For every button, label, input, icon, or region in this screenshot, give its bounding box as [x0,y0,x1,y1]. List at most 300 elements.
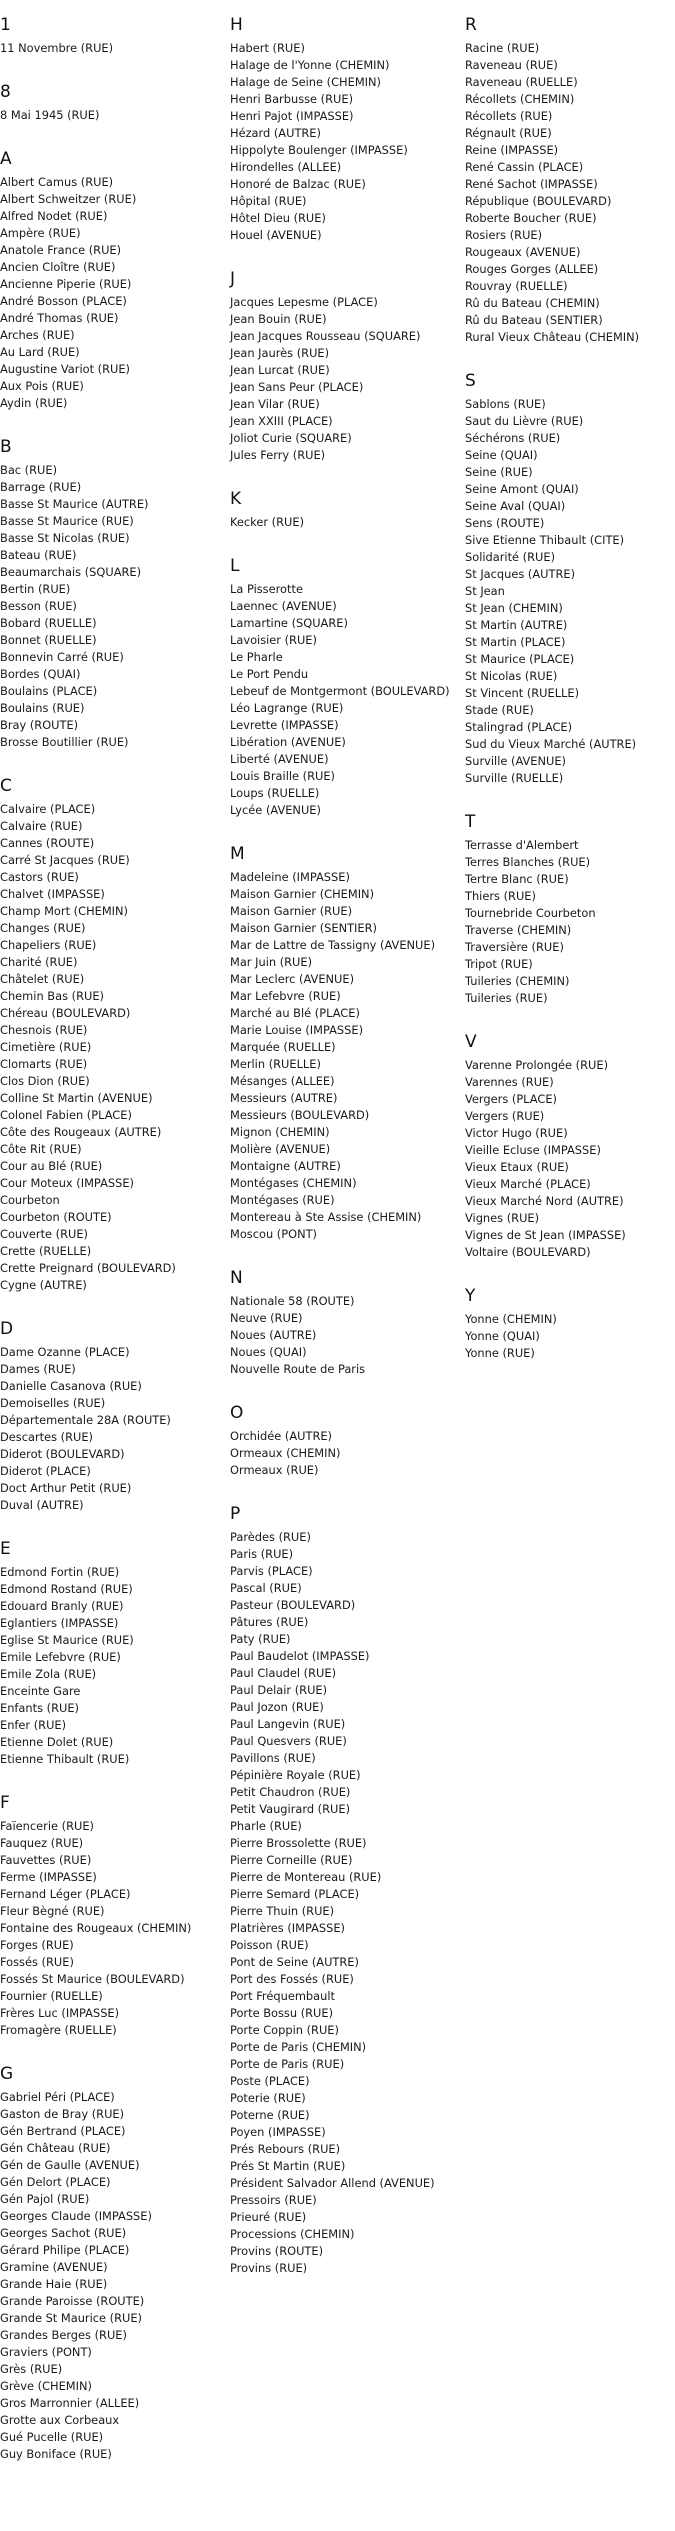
street-entry[interactable]: Vignes (RUE) [465,1211,540,1225]
street-entry[interactable]: Grotte aux Corbeaux [0,2413,120,2427]
street-entry[interactable]: Forges (RUE) [0,1938,74,1952]
street-entry[interactable]: St Jean (CHEMIN) [465,601,563,615]
street-entry[interactable]: Lebeuf de Montgermont (BOULEVARD) [230,684,450,698]
street-entry[interactable]: 11 Novembre (RUE) [0,41,114,55]
street-entry[interactable]: St Vincent (RUELLE) [465,686,580,700]
street-entry[interactable]: Gabriel Péri (PLACE) [0,2090,115,2104]
street-entry[interactable]: Vergers (RUE) [465,1109,545,1123]
street-entry[interactable]: Grande St Maurice (RUE) [0,2311,142,2325]
street-entry[interactable]: André Bosson (PLACE) [0,294,127,308]
street-entry[interactable]: Terres Blanches (RUE) [465,855,591,869]
street-entry[interactable]: Doct Arthur Petit (RUE) [0,1481,132,1495]
street-entry[interactable]: Stalingrad (PLACE) [465,720,573,734]
street-entry[interactable]: Carré St Jacques (RUE) [0,853,130,867]
street-entry[interactable]: Fossés (RUE) [0,1955,74,1969]
street-entry[interactable]: Parvis (PLACE) [230,1564,313,1578]
street-entry[interactable]: Georges Claude (IMPASSE) [0,2209,152,2223]
street-entry[interactable]: Maison Garnier (CHEMIN) [230,887,375,901]
street-entry[interactable]: Castors (RUE) [0,870,79,884]
street-entry[interactable]: Clomarts (RUE) [0,1057,88,1071]
street-entry[interactable]: Bac (RUE) [0,463,58,477]
street-entry[interactable]: Etienne Thibault (RUE) [0,1752,130,1766]
street-entry[interactable]: Faïencerie (RUE) [0,1819,94,1833]
street-entry[interactable]: Basse St Maurice (RUE) [0,514,134,528]
street-entry[interactable]: Port Fréquembault [230,1989,335,2003]
street-entry[interactable]: Enceinte Gare [0,1684,81,1698]
street-entry[interactable]: Chemin Bas (RUE) [0,989,104,1003]
street-entry[interactable]: Seine (RUE) [465,465,533,479]
street-entry[interactable]: Séchérons (RUE) [465,431,561,445]
street-entry[interactable]: Pâtures (RUE) [230,1615,309,1629]
street-entry[interactable]: René Cassin (PLACE) [465,160,584,174]
street-entry[interactable]: Boulains (RUE) [0,701,85,715]
street-entry[interactable]: Gérard Philipe (PLACE) [0,2243,130,2257]
street-entry[interactable]: Chapeliers (RUE) [0,938,97,952]
street-entry[interactable]: St Jean [465,584,505,598]
street-entry[interactable]: Couverte (RUE) [0,1227,89,1241]
street-entry[interactable]: St Jacques (AUTRE) [465,567,576,581]
street-entry[interactable]: Porte de Paris (CHEMIN) [230,2040,367,2054]
street-entry[interactable]: Molière (AVENUE) [230,1142,331,1156]
street-entry[interactable]: Barrage (RUE) [0,480,82,494]
street-entry[interactable]: Noues (QUAI) [230,1345,307,1359]
street-entry[interactable]: Régnault (RUE) [465,126,552,140]
street-entry[interactable]: Crette (RUELLE) [0,1244,92,1258]
street-entry[interactable]: Emile Zola (RUE) [0,1667,97,1681]
street-entry[interactable]: Thiers (RUE) [465,889,536,903]
street-entry[interactable]: Libération (AVENUE) [230,735,346,749]
street-entry[interactable]: Vieux Marché (PLACE) [465,1177,591,1191]
street-entry[interactable]: Maison Garnier (SENTIER) [230,921,377,935]
street-entry[interactable]: Ormeaux (RUE) [230,1463,319,1477]
street-entry[interactable]: Messieurs (AUTRE) [230,1091,338,1105]
street-entry[interactable]: Rouvray (RUELLE) [465,279,568,293]
street-entry[interactable]: Ferme (IMPASSE) [0,1870,97,1884]
street-entry[interactable]: Edmond Rostand (RUE) [0,1582,133,1596]
street-entry[interactable]: Racine (RUE) [465,41,540,55]
street-entry[interactable]: Colline St Martin (AVENUE) [0,1091,153,1105]
street-entry[interactable]: Courbeton (ROUTE) [0,1210,112,1224]
street-entry[interactable]: Anatole France (RUE) [0,243,122,257]
street-entry[interactable]: Vignes de St Jean (IMPASSE) [465,1228,626,1242]
street-entry[interactable]: Paul Quesvers (RUE) [230,1734,347,1748]
street-entry[interactable]: Loups (RUELLE) [230,786,320,800]
street-entry[interactable]: Dame Ozanne (PLACE) [0,1345,130,1359]
street-entry[interactable]: Clos Dion (RUE) [0,1074,90,1088]
street-entry[interactable]: Solidarité (RUE) [465,550,556,564]
street-entry[interactable]: Diderot (PLACE) [0,1464,91,1478]
street-entry[interactable]: Neuve (RUE) [230,1311,303,1325]
street-entry[interactable]: Poste (PLACE) [230,2074,310,2088]
street-entry[interactable]: Gén Bertrand (PLACE) [0,2124,126,2138]
street-entry[interactable]: Habert (RUE) [230,41,305,55]
street-entry[interactable]: Aydin (RUE) [0,396,68,410]
street-entry[interactable]: Grande Paroisse (ROUTE) [0,2294,145,2308]
street-entry[interactable]: Jean Vilar (RUE) [230,397,320,411]
street-entry[interactable]: Le Port Pendu [230,667,309,681]
street-entry[interactable]: Gén Pajol (RUE) [0,2192,90,2206]
street-entry[interactable]: Paul Delair (RUE) [230,1683,328,1697]
street-entry[interactable]: St Nicolas (RUE) [465,669,558,683]
street-entry[interactable]: Grès (RUE) [0,2362,63,2376]
letter-section [0,14,230,75]
street-entry[interactable]: Montereau à Ste Assise (CHEMIN) [230,1210,422,1224]
street-entry[interactable]: Prieuré (RUE) [230,2210,307,2224]
street-entry[interactable]: Colonel Fabien (PLACE) [0,1108,132,1122]
street-entry[interactable]: Tertre Blanc (RUE) [465,872,569,886]
street-entry[interactable]: Graviers (PONT) [0,2345,92,2359]
street-entry[interactable]: Jean Jacques Rousseau (SQUARE) [230,329,421,343]
street-entry[interactable]: Raveneau (RUELLE) [465,75,578,89]
street-entry[interactable]: Varenne Prolongée (RUE) [465,1058,609,1072]
street-entry[interactable]: Bray (ROUTE) [0,718,79,732]
street-entry[interactable]: Emile Lefebvre (RUE) [0,1650,121,1664]
street-entry[interactable]: Fontaine des Rougeaux (CHEMIN) [0,1921,192,1935]
street-entry[interactable]: Cannes (ROUTE) [0,836,95,850]
street-entry[interactable]: Tripot (RUE) [465,957,533,971]
street-entry[interactable]: Rouges Gorges (ALLEE) [465,262,599,276]
street-entry[interactable]: Ampère (RUE) [0,226,81,240]
street-entry[interactable]: Gén Delort (PLACE) [0,2175,111,2189]
street-entry[interactable]: Parèdes (RUE) [230,1530,311,1544]
street-entry[interactable]: Yonne (QUAI) [465,1329,540,1343]
street-entry[interactable]: Pasteur (BOULEVARD) [230,1598,356,1612]
street-entry[interactable]: Bobard (RUELLE) [0,616,97,630]
street-entry[interactable]: Pont de Seine (AUTRE) [230,1955,359,1969]
street-entry[interactable]: Raveneau (RUE) [465,58,558,72]
street-entry[interactable]: Terrasse d'Alembert [465,838,579,852]
street-entry[interactable]: Augustine Variot (RUE) [0,362,131,376]
street-entry[interactable]: Petit Chaudron (RUE) [230,1785,351,1799]
street-entry[interactable]: Georges Sachot (RUE) [0,2226,127,2240]
street-entry[interactable]: Dames (RUE) [0,1362,76,1376]
street-entry[interactable]: République (BOULEVARD) [465,194,612,208]
street-entry[interactable]: Côte Rit (RUE) [0,1142,82,1156]
section-letter-heading: E [0,1539,11,1559]
street-entry[interactable]: Enfer (RUE) [0,1718,67,1732]
street-entry[interactable]: Louis Braille (RUE) [230,769,335,783]
street-entry[interactable]: Porte Coppin (RUE) [230,2023,339,2037]
street-entry[interactable]: Alfred Nodet (RUE) [0,209,108,223]
street-entry[interactable]: Lamartine (SQUARE) [230,616,348,630]
street-entry[interactable]: Sive Etienne Thibault (CITE) [465,533,625,547]
street-entry[interactable]: Fauquez (RUE) [0,1836,84,1850]
street-entry[interactable]: Grève (CHEMIN) [0,2379,92,2393]
street-entry[interactable]: Merlin (RUELLE) [230,1057,321,1071]
street-entry[interactable]: Mar Lefebvre (RUE) [230,989,341,1003]
street-entry[interactable]: Rural Vieux Château (CHEMIN) [465,330,640,344]
street-entry[interactable]: Vieille Ecluse (IMPASSE) [465,1143,601,1157]
street-entry[interactable]: Laennec (AVENUE) [230,599,337,613]
street-entry[interactable]: Reine (IMPASSE) [465,143,559,157]
street-entry[interactable]: Pépinière Royale (RUE) [230,1768,361,1782]
street-entry[interactable]: Changes (RUE) [0,921,86,935]
street-entry[interactable]: Paul Langevin (RUE) [230,1717,346,1731]
street-entry[interactable]: Fournier (RUELLE) [0,1989,103,2003]
street-entry[interactable]: Sens (ROUTE) [465,516,545,530]
street-entry[interactable]: Eglantiers (IMPASSE) [0,1616,119,1630]
street-entry[interactable]: Au Lard (RUE) [0,345,80,359]
street-entry[interactable]: Yonne (CHEMIN) [465,1312,557,1326]
street-entry[interactable]: Etienne Dolet (RUE) [0,1735,114,1749]
street-entry[interactable]: Jean Sans Peur (PLACE) [230,380,364,394]
street-entry[interactable]: Gén de Gaulle (AVENUE) [0,2158,140,2172]
street-entry[interactable]: Pascal (RUE) [230,1581,302,1595]
street-entry[interactable]: Cygne (AUTRE) [0,1278,87,1292]
street-entry[interactable]: Mignon (CHEMIN) [230,1125,330,1139]
street-entry[interactable]: Traverse (CHEMIN) [465,923,572,937]
street-entry[interactable]: Halage de Seine (CHEMIN) [230,75,381,89]
street-entry[interactable]: Eglise St Maurice (RUE) [0,1633,134,1647]
street-entry[interactable]: Victor Hugo (RUE) [465,1126,568,1140]
street-entry[interactable]: Maison Garnier (RUE) [230,904,353,918]
street-entry[interactable]: Le Pharle [230,650,283,664]
letter-section [230,488,458,549]
street-entry[interactable]: Liberté (AVENUE) [230,752,329,766]
street-entry[interactable]: Marché au Blé (PLACE) [230,1006,360,1020]
street-entry[interactable]: Pierre Brossolette (RUE) [230,1836,367,1850]
street-entry[interactable]: Enfants (RUE) [0,1701,79,1715]
street-entry[interactable]: Bonnet (RUELLE) [0,633,97,647]
street-entry[interactable]: Jean Lurcat (RUE) [230,363,330,377]
street-entry[interactable]: Rû du Bateau (CHEMIN) [465,296,600,310]
street-entry[interactable]: St Martin (PLACE) [465,635,566,649]
street-entry[interactable]: Stade (RUE) [465,703,534,717]
street-entry[interactable]: St Maurice (PLACE) [465,652,575,666]
street-entry[interactable]: Récollets (RUE) [465,109,553,123]
street-entry[interactable]: Paty (RUE) [230,1632,291,1646]
street-entry[interactable]: Levrette (IMPASSE) [230,718,339,732]
street-entry[interactable]: Hippolyte Boulenger (IMPASSE) [230,143,408,157]
street-entry[interactable]: St Martin (AUTRE) [465,618,568,632]
street-entry[interactable]: Yonne (RUE) [465,1346,535,1360]
street-entry[interactable]: Hirondelles (ALLEE) [230,160,342,174]
street-entry[interactable]: Petit Vaugirard (RUE) [230,1802,351,1816]
street-entry[interactable]: Pavillons (RUE) [230,1751,316,1765]
street-entry[interactable]: Cimetière (RUE) [0,1040,92,1054]
street-entry[interactable]: Paul Baudelot (IMPASSE) [230,1649,370,1663]
street-entry[interactable]: Crette Preignard (BOULEVARD) [0,1261,176,1275]
street-entry[interactable]: Voltaire (BOULEVARD) [465,1245,591,1259]
street-entry[interactable]: Arches (RUE) [0,328,75,342]
street-entry[interactable]: Sablons (RUE) [465,397,546,411]
street-entry[interactable]: Rougeaux (AVENUE) [465,245,581,259]
street-entry[interactable]: Charité (RUE) [0,955,78,969]
street-entry[interactable]: 8 Mai 1945 (RUE) [0,108,100,122]
street-entry[interactable]: René Sachot (IMPASSE) [465,177,598,191]
street-entry[interactable]: Hézard (AUTRE) [230,126,321,140]
street-entry[interactable]: Ormeaux (CHEMIN) [230,1446,341,1460]
street-entry[interactable]: Surville (RUELLE) [465,771,564,785]
street-entry[interactable]: Joliot Curie (SQUARE) [230,431,352,445]
street-entry[interactable]: Frères Luc (IMPASSE) [0,2006,120,2020]
street-entry[interactable]: Fromagère (RUELLE) [0,2023,117,2037]
street-entry[interactable]: Orchidée (AUTRE) [230,1429,332,1443]
street-entry[interactable]: Jean Jaurès (RUE) [230,346,330,360]
street-entry[interactable]: Chesnois (RUE) [0,1023,88,1037]
street-entry[interactable]: Gué Pucelle (RUE) [0,2430,104,2444]
street-entry[interactable]: Paris (RUE) [230,1547,294,1561]
street-entry[interactable]: Provins (RUE) [230,2261,308,2275]
street-entry[interactable]: Vieux Marché Nord (AUTRE) [465,1194,624,1208]
street-entry[interactable]: Ancien Cloître (RUE) [0,260,116,274]
street-entry[interactable]: Calvaire (PLACE) [0,802,96,816]
street-entry[interactable]: Duval (AUTRE) [0,1498,84,1512]
street-entry[interactable]: Jacques Lepesme (PLACE) [230,295,378,309]
street-entry[interactable]: Mar Juin (RUE) [230,955,313,969]
street-entry[interactable]: Bonnevin Carré (RUE) [0,650,124,664]
street-entry[interactable]: Fauvettes (RUE) [0,1853,92,1867]
street-entry[interactable]: Messieurs (BOULEVARD) [230,1108,370,1122]
street-entry[interactable]: Chéreau (BOULEVARD) [0,1006,131,1020]
street-entry[interactable]: Poterie (RUE) [230,2091,306,2105]
street-entry[interactable]: Cour au Blé (RUE) [0,1159,103,1173]
street-entry[interactable]: Départementale 28A (ROUTE) [0,1413,171,1427]
street-entry[interactable]: Aux Pois (RUE) [0,379,84,393]
street-entry[interactable]: Tuileries (RUE) [465,991,548,1005]
street-entry[interactable]: Gén Château (RUE) [0,2141,111,2155]
street-entry[interactable]: Lavoisier (RUE) [230,633,317,647]
street-entry[interactable]: Lycée (AVENUE) [230,803,321,817]
street-entry[interactable]: Brosse Boutillier (RUE) [0,735,129,749]
street-entry[interactable]: Pierre de Montereau (RUE) [230,1870,382,1884]
street-entry[interactable]: Vergers (PLACE) [465,1092,557,1106]
street-entry[interactable]: La Pisserotte [230,582,303,596]
street-entry[interactable]: Prés Rebours (RUE) [230,2142,341,2156]
street-entry[interactable]: Port des Fossés (RUE) [230,1972,354,1986]
street-entry[interactable]: Porte Bossu (RUE) [230,2006,334,2020]
street-entry[interactable]: Tuileries (CHEMIN) [465,974,570,988]
street-entry[interactable]: Jean XXIII (PLACE) [230,414,333,428]
street-entry[interactable]: Mar Leclerc (AVENUE) [230,972,355,986]
street-entry[interactable]: Seine (QUAI) [465,448,538,462]
street-entry[interactable]: Diderot (BOULEVARD) [0,1447,125,1461]
street-entry[interactable]: Demoiselles (RUE) [0,1396,106,1410]
street-entry[interactable]: Hôpital (RUE) [230,194,307,208]
street-entry[interactable]: Gaston de Bray (RUE) [0,2107,125,2121]
street-entry[interactable]: Récollets (CHEMIN) [465,92,575,106]
street-entry[interactable]: Saut du Lièvre (RUE) [465,414,584,428]
street-entry[interactable]: Rû du Bateau (SENTIER) [465,313,603,327]
street-entry[interactable]: Edmond Fortin (RUE) [0,1565,120,1579]
street-entry[interactable]: Henri Pajot (IMPASSE) [230,109,354,123]
street-entry[interactable]: Sud du Vieux Marché (AUTRE) [465,737,637,751]
street-entry[interactable]: Jules Ferry (RUE) [230,448,326,462]
street-entry[interactable]: Tournebride Courbeton [465,906,596,920]
street-entry[interactable]: Rosiers (RUE) [465,228,543,242]
street-entry[interactable]: Gros Marronnier (ALLEE) [0,2396,140,2410]
street-entry[interactable]: Champ Mort (CHEMIN) [0,904,128,918]
street-entry[interactable]: Danielle Casanova (RUE) [0,1379,142,1393]
street-entry[interactable]: Varennes (RUE) [465,1075,554,1089]
street-entry[interactable]: Halage de l'Yonne (CHEMIN) [230,58,390,72]
street-entry[interactable]: Montégases (RUE) [230,1193,335,1207]
street-entry[interactable]: Montégases (CHEMIN) [230,1176,357,1190]
street-entry[interactable]: Mésanges (ALLEE) [230,1074,335,1088]
street-entry[interactable]: Poterne (RUE) [230,2108,310,2122]
street-entry[interactable]: Châtelet (RUE) [0,972,85,986]
street-entry[interactable]: Honoré de Balzac (RUE) [230,177,366,191]
street-entry[interactable]: Gramine (AVENUE) [0,2260,108,2274]
street-entry[interactable]: Madeleine (IMPASSE) [230,870,350,884]
street-entry[interactable]: Kecker (RUE) [230,515,305,529]
street-entry[interactable]: Seine Aval (QUAI) [465,499,566,513]
street-entry[interactable]: Courbeton [0,1193,60,1207]
street-entry[interactable]: Seine Amont (QUAI) [465,482,579,496]
street-entry[interactable]: Montaigne (AUTRE) [230,1159,341,1173]
street-entry[interactable]: Bertin (RUE) [0,582,71,596]
street-entry[interactable]: Pressoirs (RUE) [230,2193,317,2207]
street-entry[interactable]: Pharle (RUE) [230,1819,302,1833]
street-entry[interactable]: Cour Moteux (IMPASSE) [0,1176,134,1190]
street-entry[interactable]: Grandes Berges (RUE) [0,2328,127,2342]
street-entry[interactable]: Pierre Corneille (RUE) [230,1853,353,1867]
street-entry[interactable]: Jean Bouin (RUE) [230,312,327,326]
letter-section [465,370,675,805]
street-entry[interactable]: Porte de Paris (RUE) [230,2057,345,2071]
street-entry[interactable]: Chalvet (IMPASSE) [0,887,105,901]
street-entry[interactable]: Fossés St Maurice (BOULEVARD) [0,1972,185,1986]
street-entry[interactable]: Moscou (PONT) [230,1227,318,1241]
street-entry[interactable]: Bateau (RUE) [0,548,77,562]
street-entry[interactable]: Grande Haie (RUE) [0,2277,108,2291]
street-entry[interactable]: Président Salvador Allend (AVENUE) [230,2176,435,2190]
street-entry[interactable]: Traversière (RUE) [465,940,564,954]
street-entry[interactable]: Paul Jozon (RUE) [230,1700,324,1714]
street-entry[interactable]: Mar de Lattre de Tassigny (AVENUE) [230,938,436,952]
street-entry[interactable]: Prés St Martin (RUE) [230,2159,346,2173]
street-entry[interactable]: Pierre Semard (PLACE) [230,1887,360,1901]
street-entry[interactable]: Beaumarchais (SQUARE) [0,565,142,579]
street-entry[interactable]: Henri Barbusse (RUE) [230,92,354,106]
street-entry[interactable]: Roberte Boucher (RUE) [465,211,597,225]
street-entry[interactable]: Paul Claudel (RUE) [230,1666,337,1680]
street-entry[interactable]: André Thomas (RUE) [0,311,119,325]
street-entry[interactable]: Platrières (IMPASSE) [230,1921,345,1935]
street-entry[interactable]: Nouvelle Route de Paris [230,1362,366,1376]
street-entry[interactable]: Vieux Etaux (RUE) [465,1160,569,1174]
street-entry[interactable]: Guy Boniface (RUE) [0,2447,112,2461]
street-entry[interactable]: Marquée (RUELLE) [230,1040,336,1054]
street-entry[interactable]: Basse St Nicolas (RUE) [0,531,130,545]
street-entry[interactable]: Albert Schweitzer (RUE) [0,192,137,206]
street-entry[interactable]: Boulains (PLACE) [0,684,98,698]
street-entry[interactable]: Fernand Léger (PLACE) [0,1887,131,1901]
street-entry[interactable]: Houel (AVENUE) [230,228,322,242]
street-entry[interactable]: Basse St Maurice (AUTRE) [0,497,149,511]
street-entry[interactable]: Bordes (QUAI) [0,667,81,681]
street-entry[interactable]: Marie Louise (IMPASSE) [230,1023,364,1037]
street-entry[interactable]: Noues (AUTRE) [230,1328,317,1342]
street-entry[interactable]: Léo Lagrange (RUE) [230,701,344,715]
street-entry[interactable]: Ancienne Piperie (RUE) [0,277,132,291]
street-entry[interactable]: Provins (ROUTE) [230,2244,324,2258]
street-entry[interactable]: Pierre Thuin (RUE) [230,1904,335,1918]
street-entry[interactable]: Calvaire (RUE) [0,819,83,833]
street-entry[interactable]: Processions (CHEMIN) [230,2227,355,2241]
street-entry[interactable]: Edouard Branly (RUE) [0,1599,124,1613]
street-entry[interactable]: Besson (RUE) [0,599,77,613]
street-entry[interactable]: Côte des Rougeaux (AUTRE) [0,1125,162,1139]
street-entry[interactable]: Poyen (IMPASSE) [230,2125,326,2139]
street-entry[interactable]: Fleur Bègné (RUE) [0,1904,105,1918]
street-entry[interactable]: Poisson (RUE) [230,1938,309,1952]
street-entry[interactable]: Albert Camus (RUE) [0,175,114,189]
street-entry[interactable]: Surville (AVENUE) [465,754,566,768]
street-entry[interactable]: Nationale 58 (ROUTE) [230,1294,355,1308]
street-entry[interactable]: Hôtel Dieu (RUE) [230,211,326,225]
street-entry[interactable]: Descartes (RUE) [0,1430,94,1444]
